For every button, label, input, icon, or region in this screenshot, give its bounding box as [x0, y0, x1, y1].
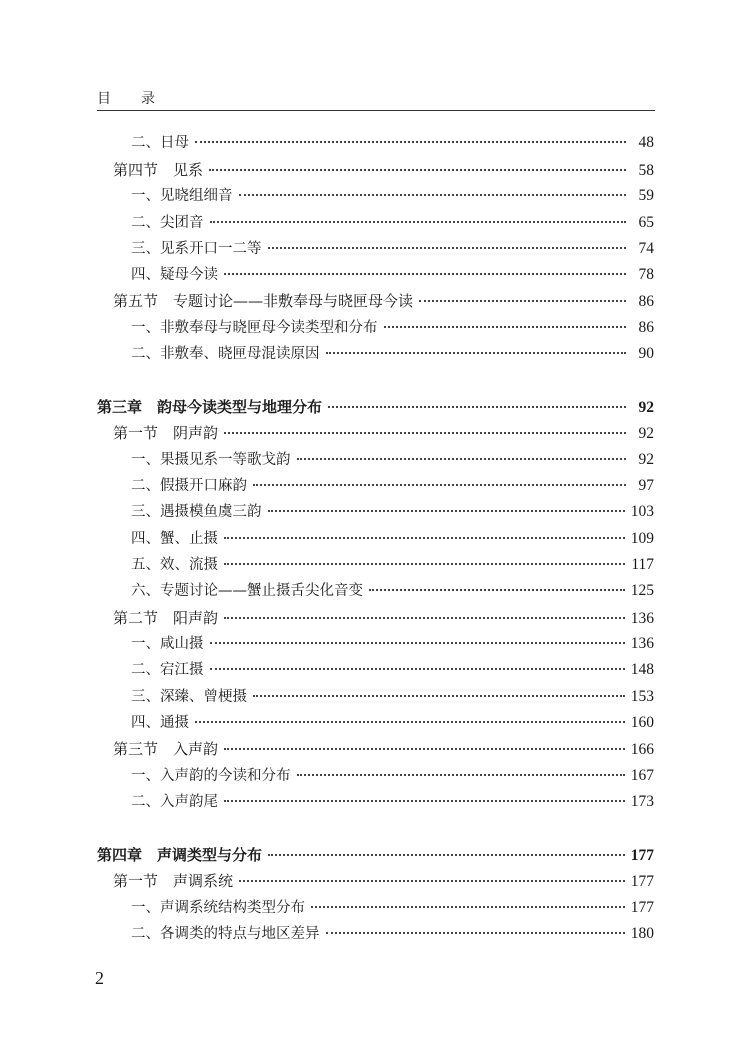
toc-entry[interactable] [131, 556, 654, 574]
toc-entry[interactable] [131, 635, 654, 653]
dot-leader [297, 458, 627, 460]
toc-entry-page: 173 [630, 793, 654, 810]
toc-entry-title: 一、咸山摄 [131, 636, 204, 652]
dot-leader [224, 617, 625, 619]
toc-entry-title: 第一节 声调系统 [113, 872, 234, 890]
toc-entry-page: 125 [630, 582, 654, 599]
toc-entry-title: 二、日母 [131, 135, 189, 151]
toc-entry[interactable] [131, 451, 654, 469]
dot-leader [239, 194, 627, 196]
toc-entry-title: 第五节 专题讨论——非敷奉母与晓匣母今读 [113, 292, 414, 310]
toc-entry[interactable] [131, 266, 654, 284]
toc-entry-page: 160 [630, 714, 654, 731]
running-header [97, 86, 655, 111]
dot-leader [326, 932, 625, 934]
toc-entry-title: 一、入声韵的今读和分布 [131, 768, 291, 784]
dot-leader [326, 352, 627, 354]
toc-entry-page: 166 [630, 741, 654, 758]
toc-entry-title: 第四节 见系 [113, 161, 204, 179]
toc-entry[interactable] [131, 793, 654, 811]
toc-entry[interactable] [131, 134, 654, 152]
dot-leader [195, 141, 626, 143]
toc-entry-page: 90 [638, 345, 654, 362]
toc-entry[interactable] [113, 292, 654, 311]
toc-entry-page: 74 [638, 240, 654, 257]
dot-leader [311, 906, 625, 908]
toc-entry-title: 一、见晓组细音 [131, 188, 233, 204]
dot-leader [268, 854, 625, 856]
toc-entry-page: 177 [630, 899, 654, 916]
toc-entry-page: 58 [638, 162, 654, 179]
toc-entry-page: 148 [630, 661, 654, 678]
dot-leader [224, 432, 626, 434]
toc-entry-page: 103 [630, 503, 654, 520]
toc-entry-page: 86 [638, 293, 654, 310]
toc-entry[interactable] [113, 609, 654, 628]
dot-leader [268, 510, 625, 512]
page-number: 2 [95, 968, 104, 988]
toc-entry-title: 四、疑母今读 [131, 267, 218, 283]
dot-leader [419, 300, 626, 302]
dot-leader [239, 880, 625, 882]
toc-entry-title: 四、蟹、止摄 [131, 531, 218, 547]
toc-entry-title: 第四章 声调类型与分布 [97, 846, 263, 864]
toc-entry[interactable] [97, 398, 654, 417]
toc-entry-title: 三、遇摄模鱼虞三韵 [131, 504, 262, 520]
dot-leader [224, 537, 625, 539]
toc-entry-title: 二、宕江摄 [131, 662, 204, 678]
toc-entry-title: 第三节 入声韵 [113, 740, 219, 758]
header-char-2: 录 [141, 91, 156, 107]
toc-entry-page: 97 [638, 477, 654, 494]
toc-entry-page: 180 [630, 925, 654, 942]
toc-entry-page: 109 [630, 530, 654, 547]
toc-entry-title: 六、专题讨论——蟹止摄舌尖化音变 [131, 583, 363, 599]
toc-entry-page: 167 [630, 767, 654, 784]
dot-leader [210, 668, 625, 670]
toc-entry-page: 48 [638, 134, 654, 151]
toc-entry-title: 一、声调系统结构类型分布 [131, 900, 305, 916]
toc-entry-title: 二、入声韵尾 [131, 794, 218, 810]
dot-leader [195, 721, 625, 723]
toc-entry[interactable] [131, 345, 654, 363]
toc-entry[interactable] [97, 846, 654, 865]
dot-leader [224, 273, 626, 275]
toc-entry[interactable] [131, 582, 654, 600]
toc-entry-title: 二、假摄开口麻韵 [131, 478, 247, 494]
toc-entry[interactable] [113, 161, 654, 180]
dot-leader [209, 169, 626, 171]
dot-leader [384, 326, 627, 328]
toc-entry-title: 三、见系开口一二等 [131, 241, 262, 257]
dot-leader [210, 642, 625, 644]
toc-entry-page: 177 [630, 847, 654, 864]
dot-leader [253, 484, 626, 486]
dot-leader [224, 748, 625, 750]
toc-entry-page: 92 [638, 425, 654, 442]
toc-entry-title: 第二节 阳声韵 [113, 609, 219, 627]
toc-entry[interactable] [131, 530, 654, 548]
toc-entry-title: 第三章 韵母今读类型与地理分布 [97, 398, 323, 416]
toc-entry[interactable] [131, 925, 654, 943]
toc-entry-page: 92 [638, 399, 654, 416]
toc-entry-page: 153 [630, 688, 654, 705]
toc-entry[interactable] [131, 477, 654, 495]
toc-entry-page: 117 [631, 556, 654, 573]
toc-entry[interactable] [131, 240, 654, 258]
toc-entry-page: 59 [638, 187, 654, 204]
toc-entry-title: 第一节 阴声韵 [113, 424, 219, 442]
toc-entry-page: 86 [638, 319, 654, 336]
toc-entry-title: 三、深臻、曾梗摄 [131, 689, 247, 705]
toc-entry[interactable] [113, 872, 654, 891]
header-char-1: 目 [97, 91, 112, 107]
toc-entry-title: 二、各调类的特点与地区差异 [131, 926, 320, 942]
toc-entry-page: 136 [630, 635, 654, 652]
toc-entry[interactable] [131, 899, 654, 917]
dot-leader [224, 800, 625, 802]
toc-entry[interactable] [131, 503, 654, 521]
dot-leader [297, 774, 625, 776]
toc-entry-page: 177 [630, 873, 654, 890]
dot-leader [210, 221, 627, 223]
dot-leader [253, 695, 625, 697]
dot-leader [369, 589, 625, 591]
toc-entry[interactable] [131, 214, 654, 232]
toc-entry-page: 136 [630, 610, 654, 627]
toc-entry-title: 一、果摄见系一等歌戈韵 [131, 452, 291, 468]
toc-entry-page: 78 [638, 266, 654, 283]
toc-entry[interactable] [131, 661, 654, 679]
toc-entry-title: 五、效、流摄 [131, 557, 218, 573]
toc-entry-title: 二、尖团音 [131, 215, 204, 231]
toc-entry-title: 四、通摄 [131, 715, 189, 731]
toc-entry-page: 65 [638, 214, 654, 231]
dot-leader [224, 563, 625, 565]
toc-entry[interactable] [131, 688, 654, 706]
toc-entry[interactable] [131, 319, 654, 337]
toc-entry[interactable] [131, 714, 654, 732]
toc-entry[interactable] [113, 424, 654, 443]
dot-leader [268, 247, 627, 249]
toc-entry-title: 二、非敷奉、晓匣母混读原因 [131, 346, 320, 362]
toc-entry-title: 一、非敷奉母与晓匣母今读类型和分布 [131, 320, 378, 336]
toc-entry[interactable] [131, 187, 654, 205]
toc-entry[interactable] [131, 767, 654, 785]
toc-entry[interactable] [113, 740, 654, 759]
toc-entry-page: 92 [638, 451, 654, 468]
dot-leader [328, 406, 626, 408]
